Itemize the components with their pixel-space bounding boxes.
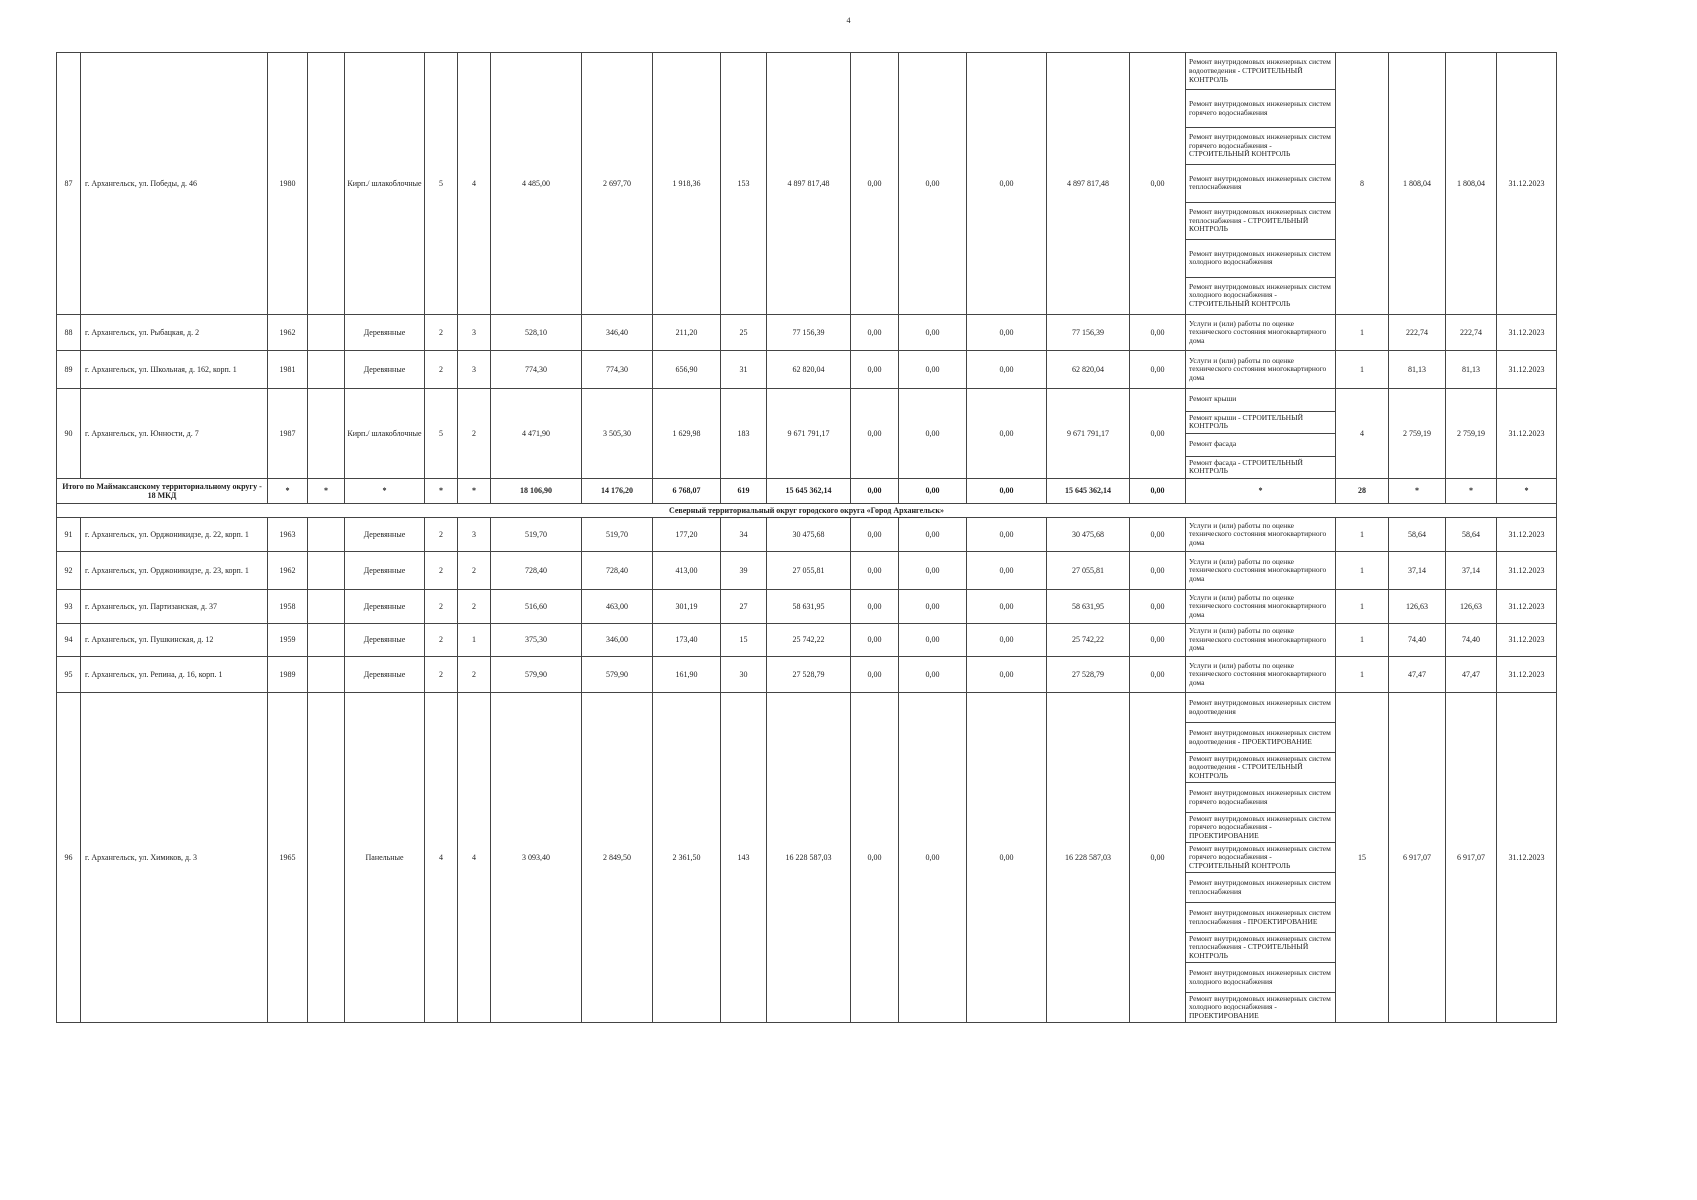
work-item: Услуги и (или) работы по оценке технического состояния многоквартирного дома <box>1189 660 1327 687</box>
address: г. Архангельск, ул. Орджоникидзе, д. 23, корп. 1 <box>81 552 268 590</box>
floors: 2 <box>425 657 458 693</box>
unit-cost-max: 47,47 <box>1446 657 1497 693</box>
works-cell <box>1186 624 1336 657</box>
work-item: Ремонт внутридомовых инженерных систем горячего водоснабжения - ПРОЕКТИРОВАНИЕ <box>1186 813 1335 843</box>
floors: 2 <box>425 351 458 389</box>
deadline: 31.12.2023 <box>1497 657 1557 693</box>
entrances: 4 <box>458 53 491 315</box>
build-year: 1980 <box>268 53 308 315</box>
cost: 27 055,81 <box>767 552 851 590</box>
area-living-owned: 301,19 <box>653 590 721 624</box>
fund-own: 4 897 817,48 <box>1047 53 1130 315</box>
fund-2: 0,00 <box>899 53 967 315</box>
deadline: 31.12.2023 <box>1497 552 1557 590</box>
fund-own: 58 631,95 <box>1047 590 1130 624</box>
residents: 27 <box>721 590 767 624</box>
floors: 5 <box>425 53 458 315</box>
table-row <box>57 552 1557 590</box>
total-star: * <box>268 479 308 504</box>
table-row <box>57 624 1557 657</box>
entrances: 2 <box>458 552 491 590</box>
cost: 4 897 817,48 <box>767 53 851 315</box>
total-works-count: 28 <box>1336 479 1389 504</box>
fund-own: 16 228 587,03 <box>1047 693 1130 1023</box>
works-count: 1 <box>1336 624 1389 657</box>
fund-1: 0,00 <box>851 624 899 657</box>
unit-cost: 74,40 <box>1389 624 1446 657</box>
build-year: 1959 <box>268 624 308 657</box>
area-living-owned: 2 361,50 <box>653 693 721 1023</box>
residents: 25 <box>721 315 767 351</box>
works-list <box>1186 53 1335 314</box>
cost: 9 671 791,17 <box>767 389 851 479</box>
blank-cell <box>308 624 345 657</box>
total-star: * <box>1497 479 1557 504</box>
address: г. Архангельск, ул. Пушкинская, д. 12 <box>81 624 268 657</box>
area-living-owned: 177,20 <box>653 518 721 552</box>
unit-cost-max: 37,14 <box>1446 552 1497 590</box>
blank-cell <box>308 552 345 590</box>
floors: 4 <box>425 693 458 1023</box>
fund-2: 0,00 <box>899 590 967 624</box>
area-living-owned: 656,90 <box>653 351 721 389</box>
fund-1: 0,00 <box>851 315 899 351</box>
total-area-total: 18 106,90 <box>491 479 582 504</box>
fund-own: 9 671 791,17 <box>1047 389 1130 479</box>
build-year: 1962 <box>268 315 308 351</box>
total-area-living-owned: 6 768,07 <box>653 479 721 504</box>
area-total: 579,90 <box>491 657 582 693</box>
works-count: 4 <box>1336 389 1389 479</box>
rows-maymaksansky <box>57 53 1557 479</box>
work-item: Ремонт фасада <box>1186 434 1335 457</box>
works-count: 1 <box>1336 518 1389 552</box>
residents: 153 <box>721 53 767 315</box>
fund-other: 0,00 <box>1130 53 1186 315</box>
work-item: Услуги и (или) работы по оценке технического состояния многоквартирного дома <box>1189 592 1327 619</box>
total-cost: 15 645 362,14 <box>767 479 851 504</box>
wall-material: Деревянные <box>345 624 425 657</box>
work-item: Услуги и (или) работы по оценке технического состояния многоквартирного дома <box>1189 318 1327 345</box>
work-item: Ремонт внутридомовых инженерных систем водоотведения - СТРОИТЕЛЬНЫЙ КОНТРОЛЬ <box>1186 753 1335 783</box>
cost: 62 820,04 <box>767 351 851 389</box>
works-cell <box>1186 693 1336 1023</box>
floors: 2 <box>425 624 458 657</box>
fund-other: 0,00 <box>1130 389 1186 479</box>
deadline: 31.12.2023 <box>1497 518 1557 552</box>
row-number: 90 <box>57 389 81 479</box>
fund-2: 0,00 <box>899 351 967 389</box>
entrances: 3 <box>458 315 491 351</box>
unit-cost-max: 2 759,19 <box>1446 389 1497 479</box>
fund-other: 0,00 <box>1130 693 1186 1023</box>
cost: 58 631,95 <box>767 590 851 624</box>
section-header-row <box>57 504 1557 518</box>
fund-own: 25 742,22 <box>1047 624 1130 657</box>
blank-cell <box>308 351 345 389</box>
work-item: Ремонт внутридомовых инженерных систем холодного водоснабжения - СТРОИТЕЛЬНЫЙ КОНТРОЛЬ <box>1189 281 1331 309</box>
deadline: 31.12.2023 <box>1497 53 1557 315</box>
deadline: 31.12.2023 <box>1497 693 1557 1023</box>
works-list <box>1186 624 1335 656</box>
entrances: 2 <box>458 657 491 693</box>
wall-material: Деревянные <box>345 590 425 624</box>
deadline: 31.12.2023 <box>1497 590 1557 624</box>
fund-own: 77 156,39 <box>1047 315 1130 351</box>
fund-2: 0,00 <box>899 315 967 351</box>
row-number: 88 <box>57 315 81 351</box>
fund-1: 0,00 <box>851 657 899 693</box>
total-fund1: 0,00 <box>851 479 899 504</box>
area-living: 579,90 <box>582 657 653 693</box>
area-total: 4 471,90 <box>491 389 582 479</box>
build-year: 1962 <box>268 552 308 590</box>
address: г. Архангельск, ул. Школьная, д. 162, корп. 1 <box>81 351 268 389</box>
address: г. Архангельск, ул. Победы, д. 46 <box>81 53 268 315</box>
total-fund3: 0,00 <box>967 479 1047 504</box>
unit-cost-max: 58,64 <box>1446 518 1497 552</box>
blank-cell <box>308 518 345 552</box>
work-item: Ремонт внутридомовых инженерных систем водоотведения - СТРОИТЕЛЬНЫЙ КОНТРОЛЬ <box>1186 53 1335 90</box>
address: г. Архангельск, ул. Юнности, д. 7 <box>81 389 268 479</box>
works-list <box>1186 518 1335 551</box>
works-list <box>1186 351 1335 388</box>
table-row <box>57 351 1557 389</box>
cost: 77 156,39 <box>767 315 851 351</box>
cost: 25 742,22 <box>767 624 851 657</box>
area-living: 463,00 <box>582 590 653 624</box>
works-count: 1 <box>1336 552 1389 590</box>
blank-cell <box>308 315 345 351</box>
floors: 2 <box>425 315 458 351</box>
works-count: 8 <box>1336 53 1389 315</box>
area-living: 2 697,70 <box>582 53 653 315</box>
fund-2: 0,00 <box>899 624 967 657</box>
total-residents: 619 <box>721 479 767 504</box>
fund-1: 0,00 <box>851 389 899 479</box>
works-cell <box>1186 657 1336 693</box>
fund-own: 27 055,81 <box>1047 552 1130 590</box>
fund-other: 0,00 <box>1130 657 1186 693</box>
area-total: 519,70 <box>491 518 582 552</box>
total-row <box>57 479 1557 504</box>
row-number: 93 <box>57 590 81 624</box>
work-item: Ремонт внутридомовых инженерных систем холодного водоснабжения - ПРОЕКТИРОВАНИЕ <box>1189 993 1331 1020</box>
address: г. Архангельск, ул. Рыбацкая, д. 2 <box>81 315 268 351</box>
area-total: 375,30 <box>491 624 582 657</box>
total-fund-own: 15 645 362,14 <box>1047 479 1130 504</box>
row-number: 87 <box>57 53 81 315</box>
unit-cost-max: 81,13 <box>1446 351 1497 389</box>
works-count: 1 <box>1336 657 1389 693</box>
unit-cost-max: 74,40 <box>1446 624 1497 657</box>
total-star: * <box>345 479 425 504</box>
area-living-owned: 161,90 <box>653 657 721 693</box>
area-total: 774,30 <box>491 351 582 389</box>
works-cell <box>1186 552 1336 590</box>
works-list <box>1186 315 1335 350</box>
unit-cost-max: 222,74 <box>1446 315 1497 351</box>
fund-1: 0,00 <box>851 590 899 624</box>
fund-other: 0,00 <box>1130 624 1186 657</box>
unit-cost: 81,13 <box>1389 351 1446 389</box>
fund-other: 0,00 <box>1130 590 1186 624</box>
fund-1: 0,00 <box>851 693 899 1023</box>
area-total: 516,60 <box>491 590 582 624</box>
wall-material: Деревянные <box>345 351 425 389</box>
work-item: Ремонт внутридомовых инженерных систем горячего водоснабжения - СТРОИТЕЛЬНЫЙ КОНТРОЛЬ <box>1186 843 1335 873</box>
cost: 16 228 587,03 <box>767 693 851 1023</box>
work-item: Услуги и (или) работы по оценке технического состояния многоквартирного дома <box>1189 556 1327 583</box>
entrances: 1 <box>458 624 491 657</box>
works-list <box>1186 590 1335 623</box>
works-cell <box>1186 315 1336 351</box>
table-row <box>57 53 1557 315</box>
work-item: Ремонт внутридомовых инженерных систем теплоснабжения <box>1186 165 1335 202</box>
total-star: * <box>425 479 458 504</box>
blank-cell <box>308 590 345 624</box>
unit-cost: 37,14 <box>1389 552 1446 590</box>
section-title: Северный территориальный округ городского округа «Город Архангельск» <box>57 504 1557 518</box>
total-area-living: 14 176,20 <box>582 479 653 504</box>
area-living: 774,30 <box>582 351 653 389</box>
page-number: 4 <box>846 16 851 25</box>
residents: 31 <box>721 351 767 389</box>
deadline: 31.12.2023 <box>1497 624 1557 657</box>
row-number: 89 <box>57 351 81 389</box>
area-living: 2 849,50 <box>582 693 653 1023</box>
fund-1: 0,00 <box>851 53 899 315</box>
deadline: 31.12.2023 <box>1497 389 1557 479</box>
unit-cost-max: 6 917,07 <box>1446 693 1497 1023</box>
total-star: * <box>1446 479 1497 504</box>
work-item: Услуги и (или) работы по оценке технического состояния многоквартирного дома <box>1189 355 1327 382</box>
unit-cost: 222,74 <box>1389 315 1446 351</box>
entrances: 2 <box>458 389 491 479</box>
work-item: Услуги и (или) работы по оценке технического состояния многоквартирного дома <box>1189 626 1327 653</box>
works-count: 15 <box>1336 693 1389 1023</box>
row-number: 94 <box>57 624 81 657</box>
fund-other: 0,00 <box>1130 351 1186 389</box>
fund-3: 0,00 <box>967 624 1047 657</box>
work-item: Ремонт внутридомовых инженерных систем водоотведения <box>1186 693 1335 723</box>
build-year: 1965 <box>268 693 308 1023</box>
total-fund-other: 0,00 <box>1130 479 1186 504</box>
residents: 183 <box>721 389 767 479</box>
build-year: 1963 <box>268 518 308 552</box>
unit-cost-max: 1 808,04 <box>1446 53 1497 315</box>
fund-3: 0,00 <box>967 657 1047 693</box>
residents: 15 <box>721 624 767 657</box>
unit-cost: 6 917,07 <box>1389 693 1446 1023</box>
row-number: 91 <box>57 518 81 552</box>
total-star: * <box>308 479 345 504</box>
fund-2: 0,00 <box>899 518 967 552</box>
wall-material: Деревянные <box>345 657 425 693</box>
work-item: Ремонт внутридомовых инженерных систем теплоснабжения - ПРОЕКТИРОВАНИЕ <box>1186 903 1335 933</box>
work-item: Ремонт внутридомовых инженерных систем теплоснабжения - СТРОИТЕЛЬНЫЙ КОНТРОЛЬ <box>1186 203 1335 240</box>
area-living: 346,00 <box>582 624 653 657</box>
build-year: 1981 <box>268 351 308 389</box>
fund-1: 0,00 <box>851 351 899 389</box>
work-item: Ремонт крыши - СТРОИТЕЛЬНЫЙ КОНТРОЛЬ <box>1186 412 1335 435</box>
table-row <box>57 518 1557 552</box>
table-row <box>57 315 1557 351</box>
deadline: 31.12.2023 <box>1497 351 1557 389</box>
fund-3: 0,00 <box>967 693 1047 1023</box>
area-living: 728,40 <box>582 552 653 590</box>
unit-cost: 47,47 <box>1389 657 1446 693</box>
works-count: 1 <box>1336 315 1389 351</box>
build-year: 1987 <box>268 389 308 479</box>
fund-other: 0,00 <box>1130 518 1186 552</box>
work-item: Ремонт крыши <box>1186 389 1335 412</box>
work-item: Ремонт внутридомовых инженерных систем водоотведения - ПРОЕКТИРОВАНИЕ <box>1186 723 1335 753</box>
address: г. Архангельск, ул. Химиков, д. 3 <box>81 693 268 1023</box>
wall-material: Деревянные <box>345 518 425 552</box>
area-living-owned: 413,00 <box>653 552 721 590</box>
work-item: Ремонт внутридомовых инженерных систем горячего водоснабжения <box>1186 90 1335 127</box>
table-row <box>57 389 1557 479</box>
floors: 2 <box>425 518 458 552</box>
cost: 30 475,68 <box>767 518 851 552</box>
fund-2: 0,00 <box>899 693 967 1023</box>
total-star: * <box>458 479 491 504</box>
works-list <box>1186 657 1335 692</box>
entrances: 2 <box>458 590 491 624</box>
entrances: 3 <box>458 518 491 552</box>
table-row <box>57 657 1557 693</box>
total-star: * <box>1389 479 1446 504</box>
floors: 5 <box>425 389 458 479</box>
row-number: 96 <box>57 693 81 1023</box>
work-item: Ремонт внутридомовых инженерных систем теплоснабжения <box>1186 873 1335 903</box>
residents: 143 <box>721 693 767 1023</box>
works-count: 1 <box>1336 590 1389 624</box>
fund-3: 0,00 <box>967 53 1047 315</box>
area-living-owned: 1 918,36 <box>653 53 721 315</box>
fund-3: 0,00 <box>967 552 1047 590</box>
works-cell <box>1186 351 1336 389</box>
works-list <box>1186 389 1335 478</box>
fund-3: 0,00 <box>967 590 1047 624</box>
fund-3: 0,00 <box>967 315 1047 351</box>
area-living: 519,70 <box>582 518 653 552</box>
work-item: Услуги и (или) работы по оценке технического состояния многоквартирного дома <box>1189 520 1327 547</box>
area-total: 3 093,40 <box>491 693 582 1023</box>
address: г. Архангельск, ул. Орджоникидзе, д. 22, корп. 1 <box>81 518 268 552</box>
work-item: Ремонт фасада - СТРОИТЕЛЬНЫЙ КОНТРОЛЬ <box>1189 457 1303 476</box>
work-item: Ремонт внутридомовых инженерных систем горячего водоснабжения <box>1186 783 1335 813</box>
blank-cell <box>308 693 345 1023</box>
rows-severny <box>57 518 1557 1023</box>
work-item: Ремонт внутридомовых инженерных систем холодного водоснабжения <box>1186 240 1335 277</box>
build-year: 1989 <box>268 657 308 693</box>
fund-other: 0,00 <box>1130 315 1186 351</box>
residents: 39 <box>721 552 767 590</box>
total-block <box>57 479 1557 518</box>
deadline: 31.12.2023 <box>1497 315 1557 351</box>
total-star: * <box>1186 479 1336 504</box>
area-living-owned: 211,20 <box>653 315 721 351</box>
blank-cell <box>308 657 345 693</box>
works-cell <box>1186 53 1336 315</box>
total-label: Итого по Маймаксанскому территориальному округу - 18 МКД <box>57 479 268 504</box>
table-row <box>57 693 1557 1023</box>
works-count: 1 <box>1336 351 1389 389</box>
fund-2: 0,00 <box>899 552 967 590</box>
work-item: Ремонт внутридомовых инженерных систем горячего водоснабжения - СТРОИТЕЛЬНЫЙ КОНТРОЛЬ <box>1186 128 1335 165</box>
fund-own: 62 820,04 <box>1047 351 1130 389</box>
fund-1: 0,00 <box>851 552 899 590</box>
blank-cell <box>308 389 345 479</box>
entrances: 4 <box>458 693 491 1023</box>
area-living: 3 505,30 <box>582 389 653 479</box>
unit-cost: 2 759,19 <box>1389 389 1446 479</box>
table-row <box>57 590 1557 624</box>
unit-cost-max: 126,63 <box>1446 590 1497 624</box>
works-list <box>1186 693 1335 1022</box>
wall-material: Кирп./ шлакоблочные <box>345 53 425 315</box>
wall-material: Кирп./ шлакоблочные <box>345 389 425 479</box>
residents: 30 <box>721 657 767 693</box>
floors: 2 <box>425 552 458 590</box>
capital-repair-register-table <box>56 52 1557 1023</box>
work-item: Ремонт внутридомовых инженерных систем холодного водоснабжения <box>1186 963 1335 993</box>
fund-own: 30 475,68 <box>1047 518 1130 552</box>
area-total: 528,10 <box>491 315 582 351</box>
total-fund2: 0,00 <box>899 479 967 504</box>
address: г. Архангельск, ул. Репина, д. 16, корп. 1 <box>81 657 268 693</box>
address: г. Архангельск, ул. Партизанская, д. 37 <box>81 590 268 624</box>
works-cell <box>1186 518 1336 552</box>
works-cell <box>1186 590 1336 624</box>
entrances: 3 <box>458 351 491 389</box>
fund-own: 27 528,79 <box>1047 657 1130 693</box>
fund-2: 0,00 <box>899 389 967 479</box>
works-list <box>1186 552 1335 589</box>
unit-cost: 1 808,04 <box>1389 53 1446 315</box>
wall-material: Деревянные <box>345 552 425 590</box>
area-living-owned: 1 629,98 <box>653 389 721 479</box>
area-total: 4 485,00 <box>491 53 582 315</box>
row-number: 92 <box>57 552 81 590</box>
area-total: 728,40 <box>491 552 582 590</box>
fund-1: 0,00 <box>851 518 899 552</box>
residents: 34 <box>721 518 767 552</box>
fund-3: 0,00 <box>967 518 1047 552</box>
work-item: Ремонт внутридомовых инженерных систем теплоснабжения - СТРОИТЕЛЬНЫЙ КОНТРОЛЬ <box>1186 933 1335 963</box>
fund-3: 0,00 <box>967 389 1047 479</box>
fund-2: 0,00 <box>899 657 967 693</box>
unit-cost: 58,64 <box>1389 518 1446 552</box>
works-cell <box>1186 389 1336 479</box>
cost: 27 528,79 <box>767 657 851 693</box>
floors: 2 <box>425 590 458 624</box>
unit-cost: 126,63 <box>1389 590 1446 624</box>
fund-other: 0,00 <box>1130 552 1186 590</box>
wall-material: Деревянные <box>345 315 425 351</box>
area-living: 346,40 <box>582 315 653 351</box>
build-year: 1958 <box>268 590 308 624</box>
row-number: 95 <box>57 657 81 693</box>
blank-cell <box>308 53 345 315</box>
area-living-owned: 173,40 <box>653 624 721 657</box>
fund-3: 0,00 <box>967 351 1047 389</box>
wall-material: Панельные <box>345 693 425 1023</box>
